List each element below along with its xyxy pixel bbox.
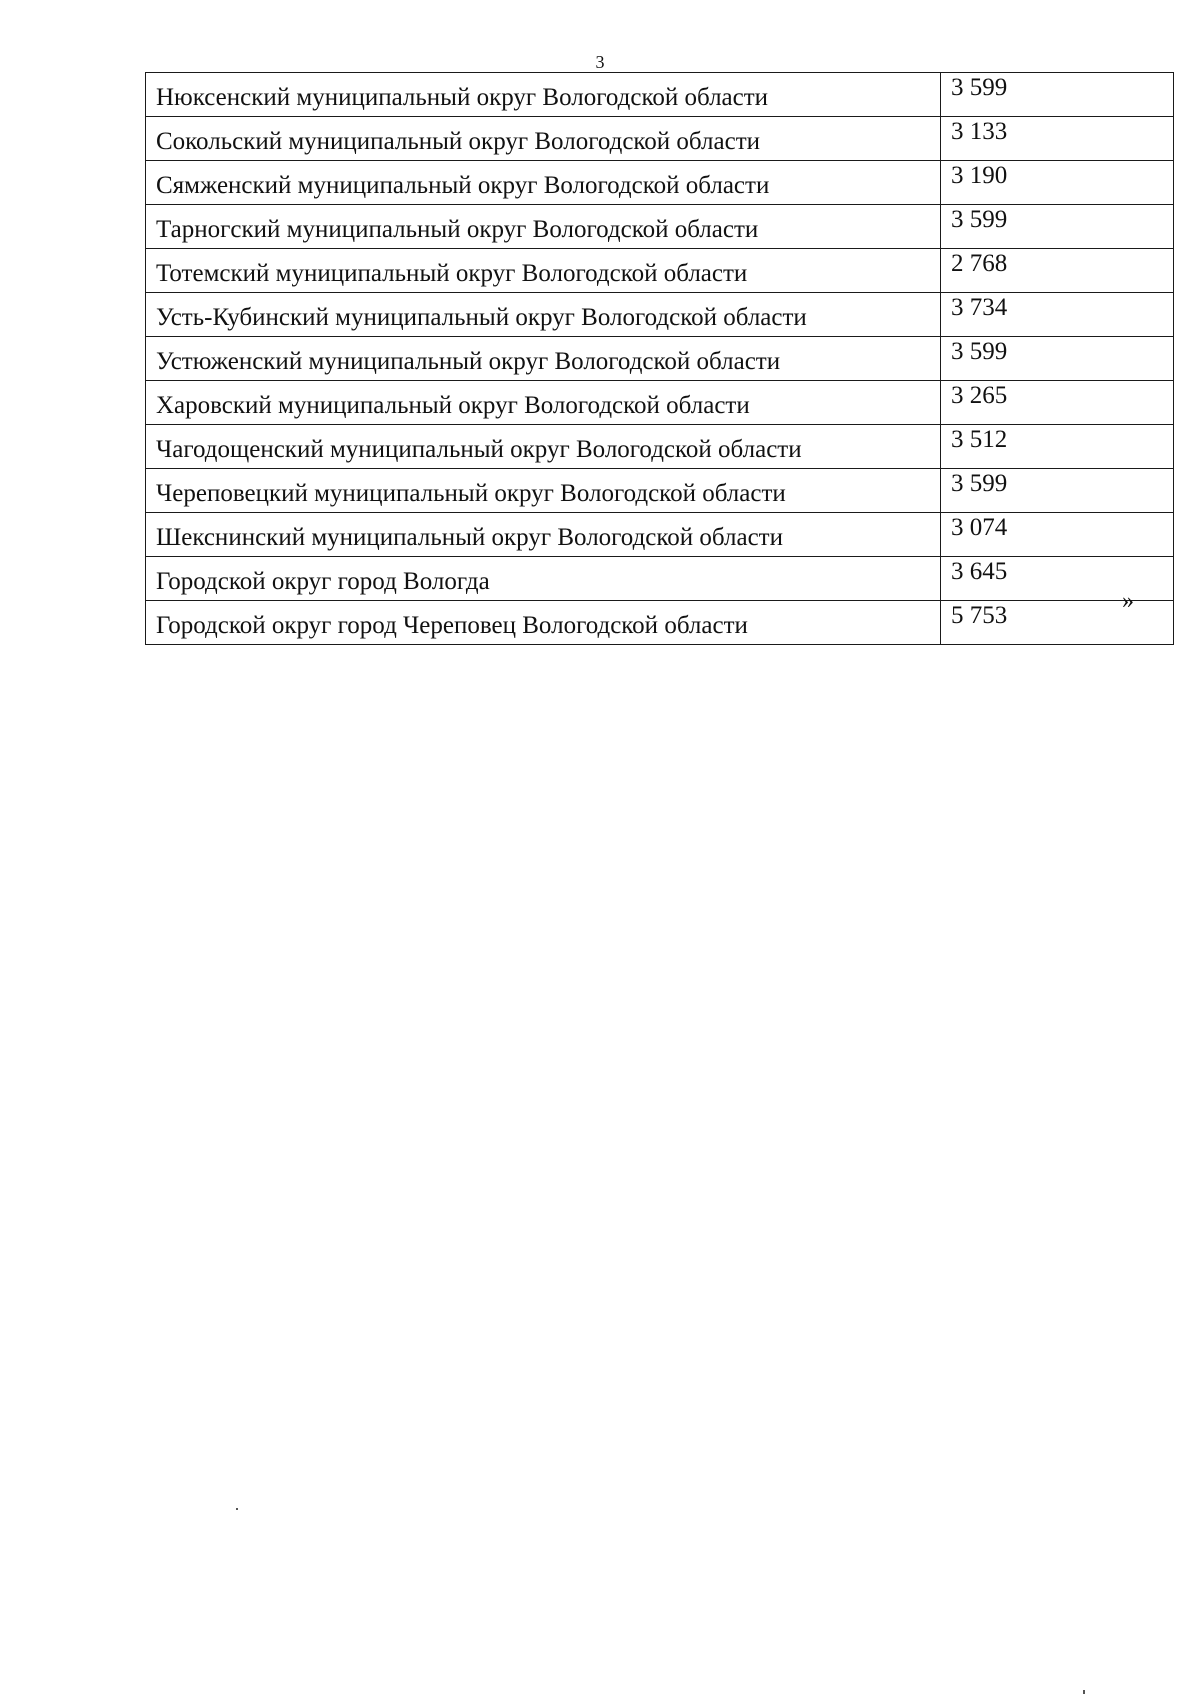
- scan-speck: [1083, 1690, 1085, 1694]
- municipality-value: 3 265: [941, 381, 1174, 425]
- closing-quote-mark: »: [1122, 588, 1134, 614]
- table-row: [146, 513, 1174, 557]
- table-row: [146, 425, 1174, 469]
- municipality-value: 3 190: [941, 161, 1174, 205]
- municipality-value: 3 645: [941, 557, 1174, 601]
- municipality-value: 3 599: [941, 469, 1174, 513]
- municipal-table: [145, 72, 1174, 645]
- municipality-name: Сокольский муниципальный округ Вологодской области: [146, 117, 941, 161]
- municipality-name: Усть-Кубинский муниципальный округ Вологодской области: [146, 293, 941, 337]
- municipality-name: Харовский муниципальный округ Вологодской области: [146, 381, 941, 425]
- municipality-name: Нюксенский муниципальный округ Вологодской области: [146, 73, 941, 117]
- table-row: [146, 161, 1174, 205]
- table-row: [146, 381, 1174, 425]
- municipality-value: 3 599: [941, 205, 1174, 249]
- municipality-name: Устюженский муниципальный округ Вологодской области: [146, 337, 941, 381]
- municipality-value: 3 734: [941, 293, 1174, 337]
- table-row: [146, 601, 1174, 645]
- table-row: [146, 557, 1174, 601]
- municipality-name: Сямженский муниципальный округ Вологодской области: [146, 161, 941, 205]
- municipality-name: Шекснинский муниципальный округ Вологодской области: [146, 513, 941, 557]
- table-row: [146, 205, 1174, 249]
- municipality-name: Городской округ город Вологда: [146, 557, 941, 601]
- municipality-value: 5 753: [941, 601, 1174, 645]
- table-row: [146, 469, 1174, 513]
- municipal-table-container: [145, 72, 1151, 645]
- municipality-name: Тотемский муниципальный округ Вологодской области: [146, 249, 941, 293]
- municipality-value: 3 074: [941, 513, 1174, 557]
- municipality-name: Тарногский муниципальный округ Вологодской области: [146, 205, 941, 249]
- table-row: [146, 73, 1174, 117]
- municipality-name: Чагодощенский муниципальный округ Вологодской области: [146, 425, 941, 469]
- table-row: [146, 337, 1174, 381]
- municipality-value: 3 599: [941, 73, 1174, 117]
- municipality-name: Череповецкий муниципальный округ Вологодской области: [146, 469, 941, 513]
- municipality-value: 3 512: [941, 425, 1174, 469]
- municipality-name: Городской округ город Череповец Вологодской области: [146, 601, 941, 645]
- municipality-value: 3 133: [941, 117, 1174, 161]
- table-row: [146, 293, 1174, 337]
- table-row: [146, 249, 1174, 293]
- table-row: [146, 117, 1174, 161]
- scan-speck: [236, 1508, 238, 1510]
- municipality-value: 2 768: [941, 249, 1174, 293]
- municipality-value: 3 599: [941, 337, 1174, 381]
- page-number: 3: [595, 52, 605, 72]
